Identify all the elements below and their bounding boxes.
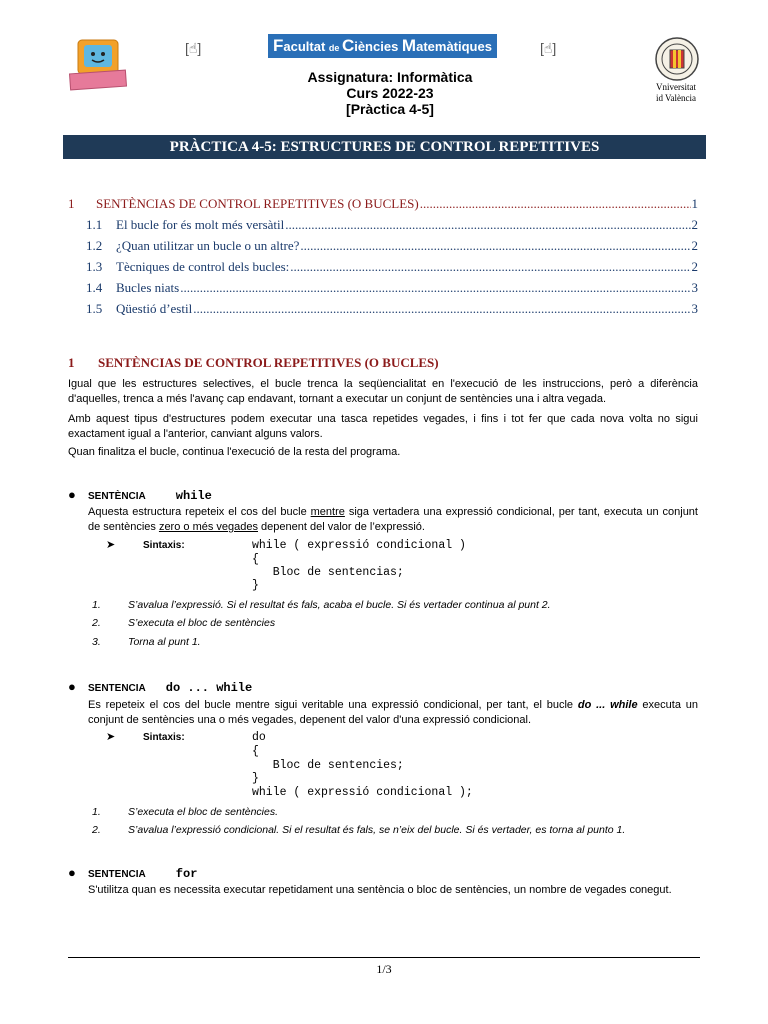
code-line: do	[252, 731, 266, 744]
university-name-line1: Vniversitat	[656, 82, 696, 92]
bullet-icon: ●	[68, 679, 76, 694]
intro-paragraph-2: Amb aquest tipus d'estructures podem executar una tasca repetides vegades, i fins i tot fer que cada nova volta no sigui exactament igual a l'anterior, canviant alguns valors.	[68, 413, 698, 440]
arrow-icon: ➤	[106, 539, 116, 551]
step-item: 1. S’executa el bloc de sentències.	[92, 806, 279, 818]
toc-entry[interactable]: 1.4 Bucles niats ..... 3	[86, 280, 698, 298]
course-practice: [Pràctica 4-5]	[346, 101, 434, 117]
page-number: 1/3	[376, 962, 392, 976]
code-line: {	[252, 745, 259, 758]
bullet-icon: ●	[68, 487, 76, 502]
bullet-icon: ●	[68, 865, 76, 880]
syntax-label: Sintaxis:	[143, 540, 185, 551]
footer-divider	[68, 957, 700, 958]
document-title: PRÀCTICA 4-5: ESTRUCTURES DE CONTROL REPETITIVES	[63, 135, 706, 159]
section-heading: 1 SENTÈNCIAS DE CONTROL REPETITIVES (O BUCLES)	[68, 355, 439, 370]
for-description: S'utilitza quan es necessita executar repetidament una sentència o bloc de sentències, un nombre de vegades conegut.	[88, 884, 672, 896]
toc-entry[interactable]: 1.5 Qüestió d’estil ..... 3	[86, 301, 698, 319]
faculty-banner: Facultat de Ciències Matemàtiques	[268, 34, 497, 58]
toc-entry[interactable]: 1 SENTÈNCIAS DE CONTROL REPETITIVES (O BUCLES) ..... 1	[68, 196, 698, 214]
university-name	[646, 82, 706, 104]
arrow-icon: ➤	[106, 731, 116, 743]
dowhile-heading: ● SENTENCIA do ... while	[68, 679, 253, 695]
university-seal	[652, 36, 702, 82]
step-item: 1. S’avalua l’expressió. Si el resultat és fals, acaba el bucle. Si és vertader continua al punt 2.	[92, 599, 551, 611]
toc-entry[interactable]: 1.2 ¿Quan utilitzar un bucle o un altre? ..... 2	[86, 238, 698, 256]
toc-entry[interactable]: 1.1 El bucle for és molt més versàtil ..... 2	[86, 217, 698, 235]
code-line: while ( expressió condicional );	[252, 786, 473, 799]
course-subject: Assignatura: Informàtica	[307, 69, 473, 85]
code-line: }	[252, 579, 259, 592]
code-line: Bloc de sentencias;	[252, 566, 404, 579]
code-line: while ( expressió condicional )	[252, 539, 466, 552]
dowhile-description: Es repeteix el cos del bucle mentre sigui veritable una expressió condicional, per tant, el bucle do ... while executa un conjunt de sentències una o més vegades, depenent del valor d'una expressió condicional.	[88, 699, 698, 726]
university-name-line2: id València	[655, 93, 697, 103]
while-description: Aquesta estructura repeteix el cos del bucle mentre siga vertadera una expressió condicional, per tant, executa un conjunt de sentències zero o més vegades depenent del valor de l’expressió.	[88, 506, 698, 533]
step-item: 2. S’executa el bloc de sentències	[92, 617, 276, 629]
code-line: {	[252, 553, 259, 566]
intro-paragraph-3: Quan finalitza el bucle, continua l'execució de la resta del programa.	[68, 446, 401, 458]
syntax-label: Sintaxis:	[143, 732, 185, 743]
code-line: }	[252, 772, 259, 785]
computer-logo	[68, 38, 130, 92]
code-line: Bloc de sentencies;	[252, 759, 404, 772]
while-heading: ● SENTÈNCIA while	[68, 487, 212, 503]
hand-icon-left: [☝︎]	[185, 40, 202, 56]
hand-icon-right: [☝︎]	[540, 40, 557, 56]
toc-entry[interactable]: 1.3 Tècniques de control dels bucles: ..... 2	[86, 259, 698, 277]
for-heading: ● SENTENCIA for	[68, 865, 198, 881]
intro-paragraph-1: Igual que les estructures selectives, el bucle trenca la seqüencialitat en l'execució de les instruccions, però a diferència d'aquelles, trenca a més l'avanç cap endavant, tornant a executar un conjunt de sentències una i altra vegada.	[68, 378, 698, 405]
step-item: 3. Torna al punt 1.	[92, 636, 201, 648]
step-item: 2. S’avalua l’expressió condicional. Si el resultat és fals, se n’eix del bucle. Si és vertader, es torna al punto 1.	[92, 824, 626, 836]
course-year: Curs 2022-23	[346, 85, 434, 101]
